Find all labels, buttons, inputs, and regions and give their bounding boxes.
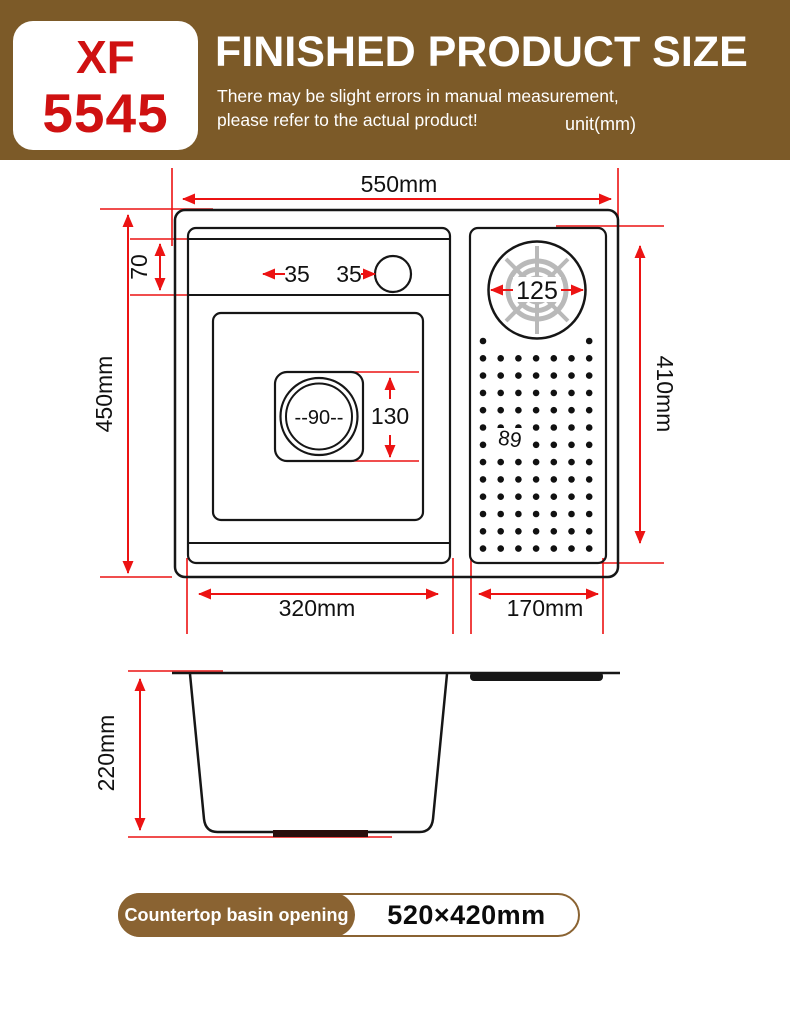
drain-hole-dot	[515, 355, 522, 362]
drain-hole-dot	[533, 476, 540, 483]
drain-hole-dot	[515, 372, 522, 379]
drain-hole-dot	[551, 424, 558, 431]
drain-hole-dot	[586, 476, 593, 483]
drain-hole-dot	[568, 390, 575, 397]
drain-hole-dot	[533, 355, 540, 362]
basin-profile	[190, 674, 447, 832]
drain-hole-dot	[497, 476, 504, 483]
drain-hole-dot	[480, 459, 487, 466]
drain-hole-dot	[568, 355, 575, 362]
drain-hole-dot	[568, 528, 575, 535]
dim-hole-note: 89	[496, 426, 524, 453]
disclaimer-line2: please refer to the actual product!	[217, 110, 478, 130]
drain-hole-dot	[533, 390, 540, 397]
drain-hole-dot	[515, 511, 522, 518]
dim-waste-hole: --90--	[294, 407, 344, 429]
drain-hole-dot	[515, 545, 522, 552]
header-banner	[0, 0, 790, 160]
drain-hole-dot	[533, 372, 540, 379]
drain-hole-dot	[551, 511, 558, 518]
drain-hole-dot	[568, 459, 575, 466]
drain-stub	[273, 830, 368, 837]
faucet-hole	[375, 256, 411, 292]
drain-hole-dot	[480, 372, 487, 379]
drain-hole-dot	[480, 476, 487, 483]
dim-drain-cover: 125	[516, 277, 558, 305]
drain-hole-dot	[480, 390, 487, 397]
drain-hole-dot	[568, 424, 575, 431]
drain-hole-dot	[568, 407, 575, 414]
drain-hole-dot	[586, 338, 593, 345]
drain-hole-dot	[551, 459, 558, 466]
drain-hole-dot	[497, 511, 504, 518]
drain-hole-dot	[497, 528, 504, 535]
drain-hole-dot	[586, 372, 593, 379]
model-code: XF	[76, 30, 135, 83]
side-view	[93, 671, 620, 837]
drain-hole-dot	[497, 407, 504, 414]
drain-hole-dot	[515, 476, 522, 483]
drain-hole-dot	[551, 372, 558, 379]
drain-hole-dot	[586, 511, 593, 518]
drain-hole-dot	[586, 355, 593, 362]
drain-hole-dot	[551, 442, 558, 449]
drain-hole-dot	[480, 442, 487, 449]
drain-hole-dot	[551, 545, 558, 552]
drain-hole-dot	[551, 476, 558, 483]
drainboard-ledge	[470, 672, 603, 681]
drain-hole-dot	[568, 511, 575, 518]
drain-hole-dot	[586, 545, 593, 552]
drain-hole-dot	[480, 407, 487, 414]
dim-board-width: 170mm	[506, 595, 584, 621]
unit-note: unit(mm)	[565, 114, 636, 134]
drain-hole-dot	[533, 424, 540, 431]
drain-hole-dot	[480, 355, 487, 362]
dim-faucet-right: 35	[336, 261, 362, 287]
countertop-opening-callout	[118, 893, 580, 937]
drain-hole-dot	[497, 372, 504, 379]
countertop-opening-label: Countertop basin opening	[118, 893, 355, 937]
drain-hole-dot	[551, 355, 558, 362]
drain-hole-dot	[586, 459, 593, 466]
drain-hole-dot	[586, 528, 593, 535]
drain-hole-dot	[586, 424, 593, 431]
drain-hole-dot	[551, 407, 558, 414]
plan-view	[91, 168, 678, 634]
drain-hole-dot	[480, 511, 487, 518]
drain-hole-dot	[586, 390, 593, 397]
dim-deck-depth: 70	[126, 254, 152, 280]
technical-drawing	[0, 160, 790, 893]
drain-hole-dot	[551, 390, 558, 397]
drain-hole-dot	[480, 424, 487, 431]
disclaimer-line1: There may be slight errors in manual measurement,	[217, 86, 619, 106]
drain-hole-dot	[568, 476, 575, 483]
drain-hole-dot	[586, 407, 593, 414]
drain-hole-dot	[515, 528, 522, 535]
drain-hole-dot	[568, 442, 575, 449]
drain-hole-dot	[551, 528, 558, 535]
drain-hole-dot	[533, 459, 540, 466]
drain-hole-dot	[586, 493, 593, 500]
drain-hole-dot	[515, 407, 522, 414]
drain-hole-dot	[497, 355, 504, 362]
drain-hole-dot	[533, 407, 540, 414]
dim-waste-offset: 130	[370, 403, 410, 429]
page-title: FINISHED PRODUCT SIZE	[215, 28, 748, 76]
drain-hole-dot	[568, 493, 575, 500]
dim-basin-width: 320mm	[278, 595, 356, 621]
model-number: 5545	[42, 81, 169, 144]
drain-hole-dot	[515, 390, 522, 397]
dim-overall-width: 550mm	[360, 171, 438, 197]
drain-hole-dot	[480, 338, 487, 345]
dim-overall-depth: 450mm	[91, 355, 117, 433]
drain-hole-dot	[497, 493, 504, 500]
drain-hole-dot	[497, 459, 504, 466]
drain-hole-dot	[497, 390, 504, 397]
drain-hole-dot	[533, 442, 540, 449]
drain-hole-dot	[533, 511, 540, 518]
drain-hole-dot	[533, 528, 540, 535]
countertop-opening-value: 520×420mm	[387, 899, 546, 930]
drain-hole-dot	[533, 545, 540, 552]
drain-hole-dot	[497, 545, 504, 552]
drain-hole-dot	[480, 545, 487, 552]
model-badge	[13, 21, 198, 150]
dim-board-depth: 410mm	[652, 355, 678, 433]
drain-hole-dot	[480, 493, 487, 500]
dim-faucet-left: 35	[284, 261, 310, 287]
dim-basin-depth: 220mm	[93, 714, 119, 792]
drain-hole-dot	[586, 442, 593, 449]
drain-hole-dot	[533, 493, 540, 500]
drain-hole-dot	[551, 493, 558, 500]
drain-hole-dot	[515, 459, 522, 466]
drain-hole-dot	[515, 493, 522, 500]
drain-hole-dot	[568, 372, 575, 379]
disclaimer-text	[217, 84, 619, 132]
drain-hole-dot	[568, 545, 575, 552]
drain-hole-dot	[480, 528, 487, 535]
